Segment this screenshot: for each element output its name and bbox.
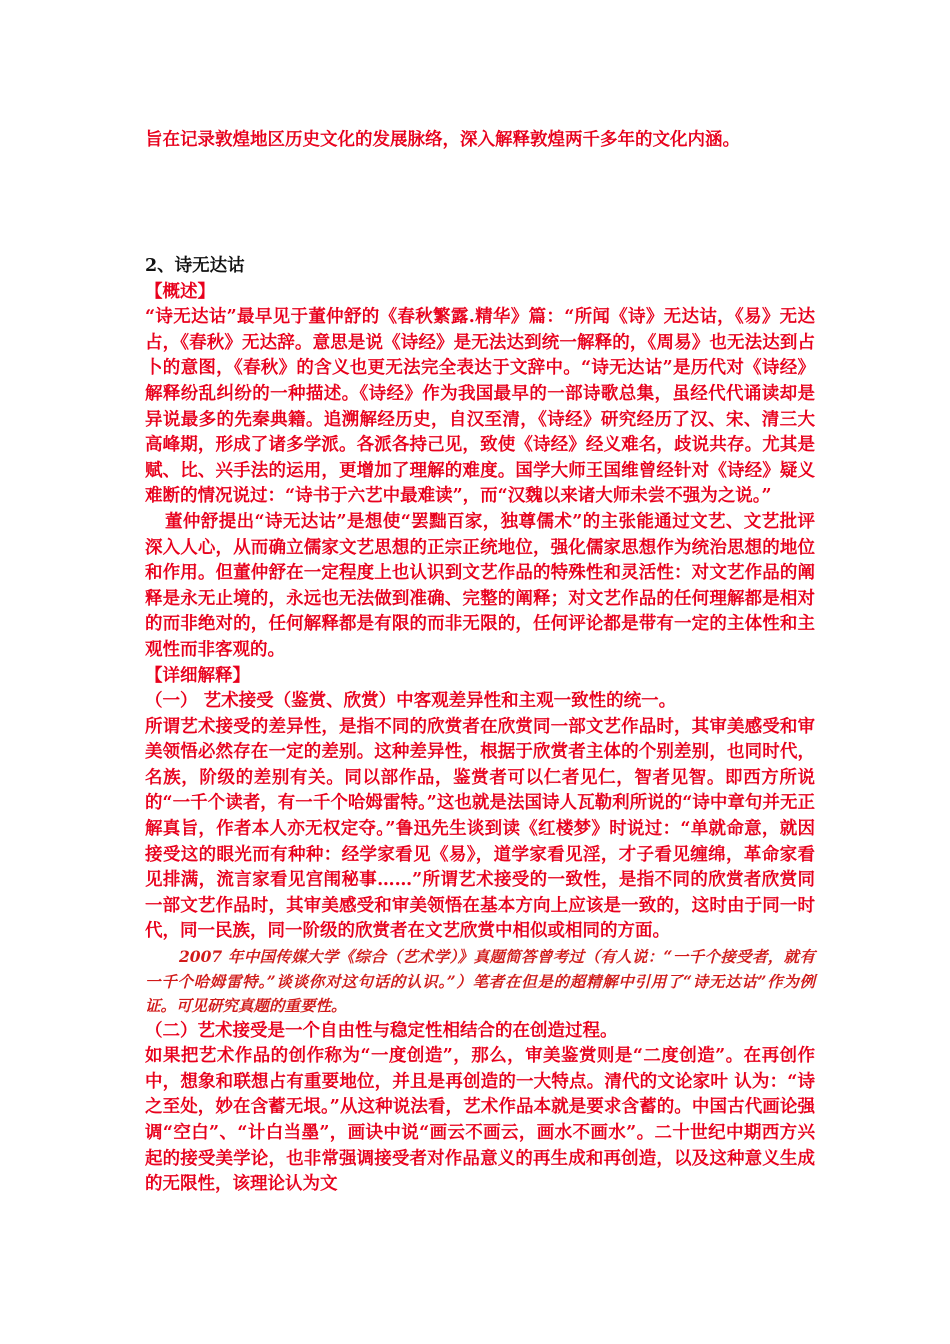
- detail-tag: 【详细解释】: [145, 665, 250, 686]
- detail-paragraph-1: 所谓艺术接受的差异性，是指不同的欣赏者在欣赏同一部文艺作品时，其审美感受和审美领悟必然存在一定的差别。这种差异性，根据于欣赏者主体的个别差别，也同时代，名族，阶级的差别有关。同以部作品，鉴赏者可以仁者见仁，智者见智。即西方所说的“一千个读者，有一千个哈姆雷特。”这也就是法国诗人瓦勒利所说的“诗中章句并无正解真旨，作者本人亦无权定夺。”鲁迅先生谈到读《红楼梦》时说过：“单就命意，就因接受这的眼光而有种种：经学家看见《易》，道学家看见淫，才子看见缠绵，革命家看见排满，流言家看见宫闱秘事……”所谓艺术接受的一致性，是指不同的欣赏者欣赏同一部文艺作品时，其审美感受和审美领悟在基本方向上应该是一致的，这时由于同一时代，同一民族，同一阶级的欣赏者在文艺欣赏中相似或相同的方面。: [145, 716, 815, 942]
- intro-block: [145, 128, 815, 154]
- overview-paragraph-2: 董仲舒提出“诗无达诂”是想使“罢黜百家，独尊儒术”的主张能通过文艺、文艺批评深入人心，从而确立儒家文艺思想的正宗正统地位，强化儒家思想作为统治思想的地位和作用。但董仲舒在一定程度上也认识到文艺作品的特殊性和灵活性：对文艺作品的阐释是永无止境的，永远也无法做到准确、完整的阐释；对文艺作品的任何理解都是相对的而非绝对的，任何解释都是有限的而非无限的，任何评论都是带有一定的主体性和主观性而非客观的。: [145, 511, 815, 660]
- detail-heading-1: （一） 艺术接受（鉴赏、欣赏）中客观差异性和主观一致性的统一。: [145, 691, 677, 712]
- exam-note: 2007 年中国传媒大学《综合（艺术学）》真题简答曾考过（有人说：“一千个接受者，就有一千个哈姆雷特。”谈谈你对这句话的认识。”）笔者在但是的超精解中引用了“诗无达诂”作为例证。可见研究真题的重要性。: [145, 947, 815, 1016]
- detail-heading-2: （二）艺术接受是一个自由性与稳定性相结合的在创造过程。: [145, 1020, 618, 1041]
- overview-tag: 【概述】: [145, 281, 215, 302]
- overview-paragraph-1: “诗无达诂”最早见于董仲舒的《春秋繁露.精华》篇：“所闻《诗》无达诂，《易》无达占，《春秋》无达辞。意思是说《诗经》是无法达到统一解释的，《周易》也无法达到占卜的意图，《春秋》的含义也更无法完全表达于文辞中。“诗无达诂”是历代对《诗经》解释纷乱纠纷的一种描述。《诗经》作为我国最早的一部诗歌总集，虽经代代诵读却是异说最多的先秦典籍。追溯解经历史，自汉至清，《诗经》研究经历了汉、宋、清三大高峰期，形成了诸多学派。各派各持己见，致使《诗经》经义难名，歧说共存。尤其是赋、比、兴手法的运用，更增加了理解的难度。国学大师王国维曾经针对《诗经》疑义难断的情况说过：“诗书于六艺中最难读”，而“汉魏以来诸大师未尝不强为之说。”: [145, 307, 815, 507]
- main-block: [145, 254, 815, 1198]
- section-heading: 2、诗无达诂: [145, 256, 245, 276]
- intro-line: 旨在记录敦煌地区历史文化的发展脉络，深入解释敦煌两千多年的文化内涵。: [145, 130, 740, 150]
- detail-paragraph-2: 如果把艺术作品的创作称为“一度创造”，那么，审美鉴赏则是“二度创造”。在再创作中，想象和联想占有重要地位，并且是再创造的一大特点。清代的文论家叶 认为：“诗之至处，妙在含蓄无垠。”从这种说法看，艺术作品本就是要求含蓄的。中国古代画论强调“空白”、“计白当墨”，画诀中说“画云不画云，画水不画水”。二十世纪中期西方兴起的接受美学论，也非常强调接受者对作品意义的再生成和再创造，以及这种意义生成的无限性，该理论认为文: [145, 1046, 815, 1195]
